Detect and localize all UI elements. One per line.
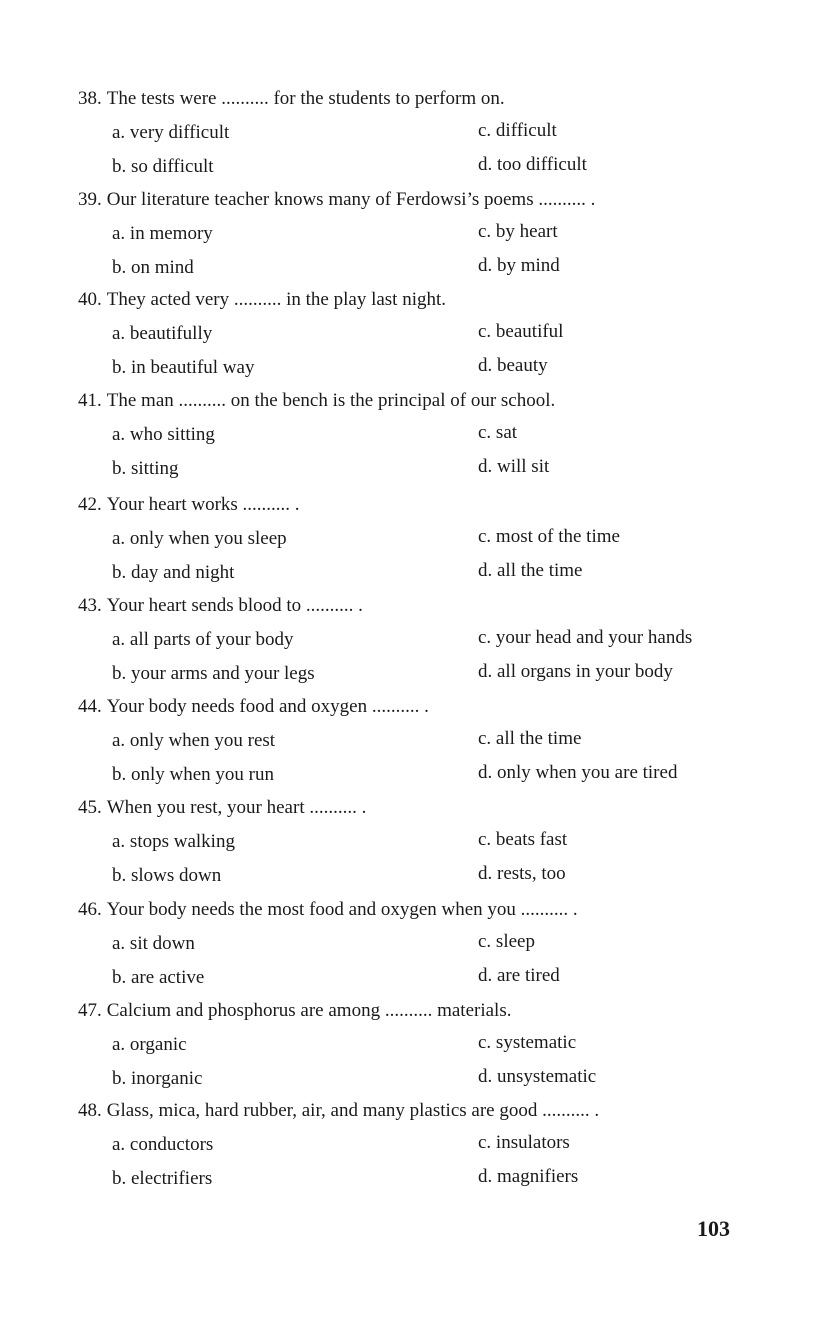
question-48 xyxy=(0,1100,827,1201)
question-stem xyxy=(78,390,555,412)
question-47 xyxy=(0,1000,827,1101)
option-c: c. all the time xyxy=(478,728,582,749)
question-number: 44. xyxy=(78,696,102,717)
option-c: c. beautiful xyxy=(478,321,564,342)
option-c: c. beats fast xyxy=(478,829,568,850)
question-text: Your heart works .......... . xyxy=(106,494,300,515)
option-a: a. who sitting xyxy=(112,424,215,445)
option-d: d. rests, too xyxy=(478,863,566,884)
option-a: a. in memory xyxy=(112,223,213,244)
question-stem xyxy=(78,289,446,311)
question-text: Calcium and phosphorus are among .......... materials. xyxy=(106,1000,512,1021)
option-c: c. most of the time xyxy=(478,526,620,547)
option-a: a. conductors xyxy=(112,1134,214,1155)
option-a: a. all parts of your body xyxy=(112,629,294,650)
question-stem xyxy=(78,595,363,617)
option-c: c. difficult xyxy=(478,120,557,141)
option-d: d. only when you are tired xyxy=(478,762,678,783)
option-c: c. by heart xyxy=(478,221,558,242)
question-number: 38. xyxy=(78,88,102,109)
option-d: d. magnifiers xyxy=(478,1166,579,1187)
option-b: b. your arms and your legs xyxy=(112,663,315,684)
option-b: b. inorganic xyxy=(112,1068,203,1089)
question-45 xyxy=(0,797,827,898)
option-b: b. electrifiers xyxy=(112,1168,213,1189)
option-b: b. only when you run xyxy=(112,764,275,785)
option-b: b. are active xyxy=(112,967,205,988)
option-a: a. organic xyxy=(112,1034,187,1055)
question-text: Your body needs food and oxygen .......... . xyxy=(106,696,429,717)
option-d: d. by mind xyxy=(478,255,560,276)
option-a: a. stops walking xyxy=(112,831,235,852)
option-d: d. beauty xyxy=(478,355,548,376)
question-text: Your heart sends blood to .......... . xyxy=(106,595,363,616)
question-text: When you rest, your heart .......... . xyxy=(106,797,367,818)
question-number: 48. xyxy=(78,1100,102,1121)
question-text: They acted very .......... in the play last night. xyxy=(106,289,447,310)
question-stem xyxy=(78,88,505,110)
question-stem xyxy=(78,696,429,718)
option-b: b. so difficult xyxy=(112,156,214,177)
option-a: a. beautifully xyxy=(112,323,213,344)
option-a: a. sit down xyxy=(112,933,195,954)
question-number: 40. xyxy=(78,289,102,310)
question-text: Your body needs the most food and oxygen when you .......... . xyxy=(106,899,578,920)
option-b: b. slows down xyxy=(112,865,222,886)
question-text: Glass, mica, hard rubber, air, and many plastics are good .......... . xyxy=(106,1100,600,1121)
option-c: c. insulators xyxy=(478,1132,570,1153)
option-d: d. will sit xyxy=(478,456,550,477)
question-stem xyxy=(78,494,300,516)
question-number: 46. xyxy=(78,899,102,920)
option-b: b. day and night xyxy=(112,562,235,583)
option-a: a. only when you rest xyxy=(112,730,276,751)
question-38 xyxy=(0,88,827,189)
question-text: Our literature teacher knows many of Ferdowsi’s poems .......... . xyxy=(106,189,596,210)
question-stem xyxy=(78,1100,599,1122)
question-number: 39. xyxy=(78,189,102,210)
question-number: 45. xyxy=(78,797,102,818)
option-d: d. all the time xyxy=(478,560,583,581)
question-stem xyxy=(78,797,366,819)
option-c: c. systematic xyxy=(478,1032,577,1053)
option-d: d. are tired xyxy=(478,965,560,986)
question-stem xyxy=(78,899,578,921)
option-c: c. your head and your hands xyxy=(478,627,693,648)
option-a: a. very difficult xyxy=(112,122,230,143)
question-number: 43. xyxy=(78,595,102,616)
option-c: c. sat xyxy=(478,422,518,443)
option-a: a. only when you sleep xyxy=(112,528,287,549)
page-number: 103 xyxy=(697,1216,730,1241)
question-number: 42. xyxy=(78,494,102,515)
question-number: 47. xyxy=(78,1000,102,1021)
question-46 xyxy=(0,899,827,1000)
question-42 xyxy=(0,494,827,595)
question-39 xyxy=(0,189,827,290)
option-b: b. in beautiful way xyxy=(112,357,255,378)
question-number: 41. xyxy=(78,390,102,411)
question-40 xyxy=(0,289,827,390)
option-d: d. too difficult xyxy=(478,154,587,175)
question-text: The man .......... on the bench is the principal of our school. xyxy=(106,390,556,411)
question-stem xyxy=(78,189,595,211)
question-44 xyxy=(0,696,827,797)
question-stem xyxy=(78,1000,511,1022)
option-d: d. unsystematic xyxy=(478,1066,597,1087)
option-b: b. sitting xyxy=(112,458,179,479)
option-b: b. on mind xyxy=(112,257,194,278)
option-d: d. all organs in your body xyxy=(478,661,673,682)
option-c: c. sleep xyxy=(478,931,535,952)
question-41 xyxy=(0,390,827,491)
question-43 xyxy=(0,595,827,696)
question-text: The tests were .......... for the students to perform on. xyxy=(106,88,505,109)
